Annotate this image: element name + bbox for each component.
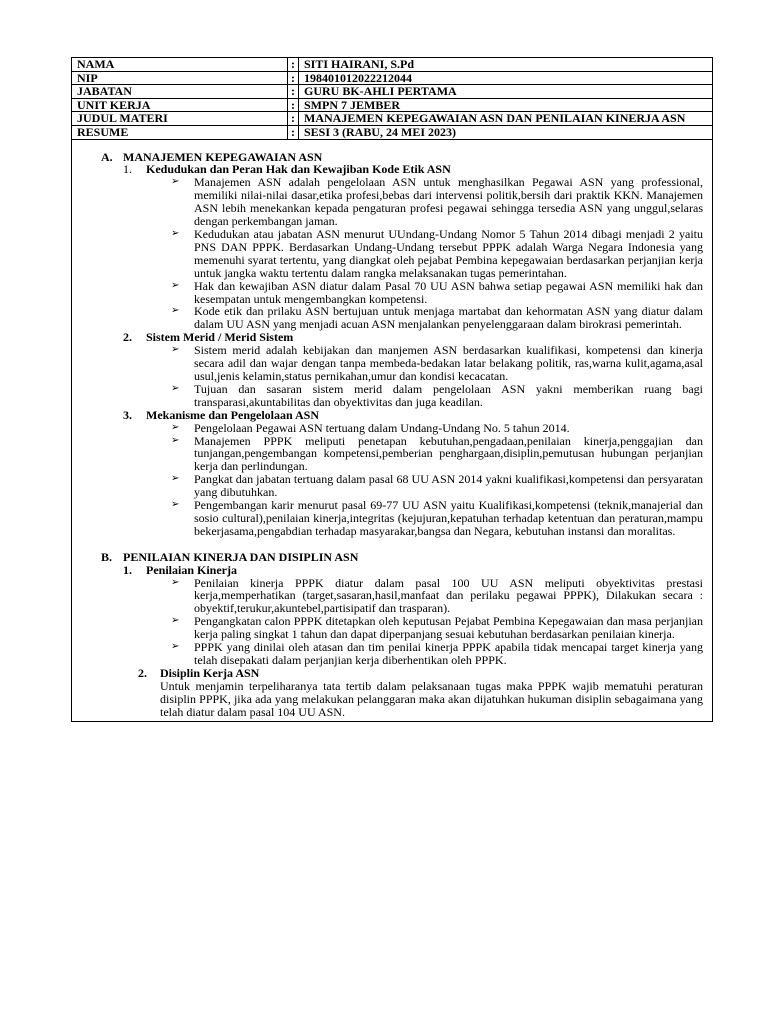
label-nip: NIP bbox=[72, 71, 288, 85]
row-nama bbox=[72, 58, 712, 71]
subsection-title: Kedudukan dan Peran Hak dan Kewajiban Kode Etik ASN bbox=[146, 162, 451, 177]
resume-document bbox=[71, 57, 713, 722]
row-nip bbox=[72, 71, 712, 85]
bullet-list bbox=[82, 422, 703, 538]
arrow-bullet-icon: ➢ bbox=[171, 279, 180, 291]
colon: : bbox=[288, 85, 299, 99]
value-jabatan: GURU BK-AHLI PERTAMA bbox=[299, 85, 713, 99]
arrow-bullet-icon: ➢ bbox=[171, 421, 180, 433]
colon: : bbox=[288, 112, 299, 126]
item-text: Pengembangan karir menurut pasal 69-77 UU ASN yaitu Kualifikasi,kompetensi (teknik,manajerial dan sosio cultural),penilaian kinerja,integritas (kejujuran,kepatuhan terhadap ketentuan dan peraturan,mampu bekerjasama,pengabdian terhadap masyarakar,bangsa dan Negara, kebutuhan instansi dan moralitas. bbox=[194, 498, 703, 538]
subsection-title: Mekanisme dan Pengelolaan ASN bbox=[146, 407, 320, 422]
item-text: Pangkat dan jabatan tertuang dalam pasal 68 UU ASN 2014 yakni kualifikasi,kompetensi dan persyaratan yang dibutuhkan. bbox=[194, 472, 703, 500]
label-unit-kerja: UNIT KERJA bbox=[72, 98, 288, 112]
arrow-bullet-icon: ➢ bbox=[171, 305, 180, 317]
list-item bbox=[82, 499, 703, 538]
arrow-bullet-icon: ➢ bbox=[171, 473, 180, 485]
row-jabatan bbox=[72, 85, 712, 99]
row-resume bbox=[72, 125, 712, 139]
resume-body bbox=[72, 140, 712, 721]
list-item bbox=[82, 615, 703, 641]
value-nama: SITI HAIRANI, S.Pd bbox=[299, 58, 713, 71]
subsection-number: 2. bbox=[123, 330, 132, 345]
arrow-bullet-icon: ➢ bbox=[171, 228, 180, 239]
item-text: Manajemen ASN adalah pengelolaan ASN untuk menghasilkan Pegawai ASN yang professional, memiliki nilai-nilai dasar,etika profesi,bebas dari intervensi politik,bersih dari praktik KKN. Manajemen ASN lebih menekankan kepada pengaturan profesi pegawai sehingga tersedia ASN yang unggul,selaras dengan perkembangan jaman. bbox=[194, 175, 703, 229]
section-letter: B. bbox=[101, 549, 113, 564]
item-text: Kedudukan atau jabatan ASN menurut UUndang-Undang Nomor 5 Tahun 2014 dibagi menjadi 2 yaitu PNS DAN PPPK. Berdasarkan Undang-Undang tersebut PPPK adalah Warga Negara Indonesia yang memenuhi syarat tertentu, yang diangkat oleh pejabat Pembina kepegawaian berdasarkan perjanjian kerja untuk jangka waktu tertentu dalam rangka melaksanakan tugas pemerintahan. bbox=[194, 227, 703, 280]
subsection-heading bbox=[138, 667, 703, 680]
label-nama: NAMA bbox=[72, 58, 288, 71]
colon: : bbox=[288, 98, 299, 112]
label-resume: RESUME bbox=[72, 125, 288, 139]
bullet-list bbox=[82, 176, 703, 331]
item-text: Penilaian kinerja PPPK diatur dalam pasal 100 UU ASN meliputi obyektivitas prestasi kerja,memperhatikan (target,sasaran,hasil,manfaat dan perilaku pegawai PPPK), Dilakukan secara : obyektif,terukur,akuntebel,partisipatif dan trasparan). bbox=[194, 575, 703, 616]
item-text: Manajemen PPPK meliputi penetapan kebutuhan,pengadaan,penilaian kinerja,penggajian dan tunjangan,pengembangan kompetensi,pemberian penghargaan,disiplin,pemutusan hubungan perjanjian kerja dan perlindungan. bbox=[194, 433, 703, 474]
list-item bbox=[82, 473, 703, 499]
list-item bbox=[82, 577, 703, 616]
colon: : bbox=[288, 71, 299, 85]
arrow-bullet-icon: ➢ bbox=[171, 176, 180, 188]
subsection-title: Sistem Merid / Merid Sistem bbox=[146, 330, 294, 345]
value-nip: 198401012022212044 bbox=[299, 71, 713, 85]
row-unit-kerja bbox=[72, 98, 712, 112]
label-judul-materi: JUDUL MATERI bbox=[72, 112, 288, 126]
arrow-bullet-icon: ➢ bbox=[171, 344, 180, 356]
subsection-number: 2. bbox=[138, 665, 147, 680]
label-jabatan: JABATAN bbox=[72, 85, 288, 99]
list-item bbox=[82, 435, 703, 474]
arrow-bullet-icon: ➢ bbox=[171, 434, 180, 446]
subsection-number: 1. bbox=[123, 162, 132, 177]
disiplin-paragraph: Untuk menjamin terpeliharanya tata tertib dalam pelaksanaan tugas maka PPPK wajib mematuhi peraturan disiplin PPPK, jika ada yang melakukan pelanggaran maka akan dijatuhkan hukuman disiplin sebagaimana yang telah diatur dalam pasal 104 UU ASN. bbox=[160, 678, 703, 719]
list-item bbox=[82, 344, 703, 383]
section-title: PENILAIAN KINERJA DAN DISIPLIN ASN bbox=[123, 549, 359, 564]
arrow-bullet-icon: ➢ bbox=[171, 499, 180, 511]
value-resume: SESI 3 (RABU, 24 MEI 2023) bbox=[299, 125, 713, 139]
subsection-title: Penilaian Kinerja bbox=[146, 562, 237, 577]
arrow-bullet-icon: ➢ bbox=[171, 615, 180, 627]
value-judul-materi: MANAJEMEN KEPEGAWAIAN ASN DAN PENILAIAN KINERJA ASN bbox=[299, 112, 713, 126]
bullet-list bbox=[82, 344, 703, 409]
list-item bbox=[82, 176, 703, 228]
item-text: Kode etik dan prilaku ASN bertujuan untuk menjaga martabat dan kehormatan ASN yang diatur dalam dalam UU ASN yang menjadi acuan ASN menjalankan penyelenggaraan dalam birokrasi pemerintah. bbox=[194, 304, 703, 332]
list-item bbox=[82, 280, 703, 306]
value-unit-kerja: SMPN 7 JEMBER bbox=[299, 98, 713, 112]
colon: : bbox=[288, 58, 299, 71]
arrow-bullet-icon: ➢ bbox=[171, 382, 180, 394]
item-text: Pengangkatan calon PPPK ditetapkan oleh keputusan Pejabat Pembina Kepegawaian dan masa perjanjian kerja paling singkat 1 tahun dan dapat diperpanjang sesuai kebutuhan berdasarkan penilaian kinerja. bbox=[194, 614, 703, 642]
list-item bbox=[82, 383, 703, 409]
item-text: Tujuan dan sasaran sistem merid dalam pengelolaan ASN yakni memberikan ruang bagi transparasi,akuntabilitas dan obyektivitas dan juga keadilan. bbox=[194, 381, 703, 409]
identity-table bbox=[72, 58, 712, 140]
section-letter: A. bbox=[101, 149, 113, 164]
item-text: Pengelolaan Pegawai ASN tertuang dalam Undang-Undang No. 5 tahun 2014. bbox=[194, 420, 570, 435]
item-text: Sistem merid adalah kebijakan dan manjemen ASN berdasarkan kualifikasi, kompetensi dan kinerja secara adil dan wajar dengan tanpa membeda-bedakan latar belakang politik, ras,warna kulit,agama,asal usul,jenis kelamin,status pernikahan,umur dan kondisi kecacatan. bbox=[194, 343, 703, 383]
section-title: MANAJEMEN KEPEGAWAIAN ASN bbox=[123, 149, 323, 164]
item-text: PPPK yang dinilai oleh atasan dan tim penilai kinerja PPPK apabila tidak mencapai target kinerja yang telah disepakati dalam perjanjian kerja diberhentikan oleh PPPK. bbox=[194, 640, 703, 667]
item-text: Hak dan kewajiban ASN diatur dalam Pasal 70 UU ASN bahwa setiap pegawai ASN memiliki hak dan kesempatan untuk mengembangkan kompetensi. bbox=[194, 278, 703, 306]
arrow-bullet-icon: ➢ bbox=[171, 576, 180, 588]
bullet-list bbox=[82, 577, 703, 667]
list-item bbox=[82, 305, 703, 331]
subsection-number: 3. bbox=[123, 407, 132, 422]
list-item bbox=[82, 641, 703, 667]
subsection-title: Disiplin Kerja ASN bbox=[160, 665, 260, 680]
row-judul-materi bbox=[72, 112, 712, 126]
list-item bbox=[82, 228, 703, 280]
subsection-number: 1. bbox=[123, 562, 132, 577]
colon: : bbox=[288, 125, 299, 139]
arrow-bullet-icon: ➢ bbox=[171, 641, 180, 653]
